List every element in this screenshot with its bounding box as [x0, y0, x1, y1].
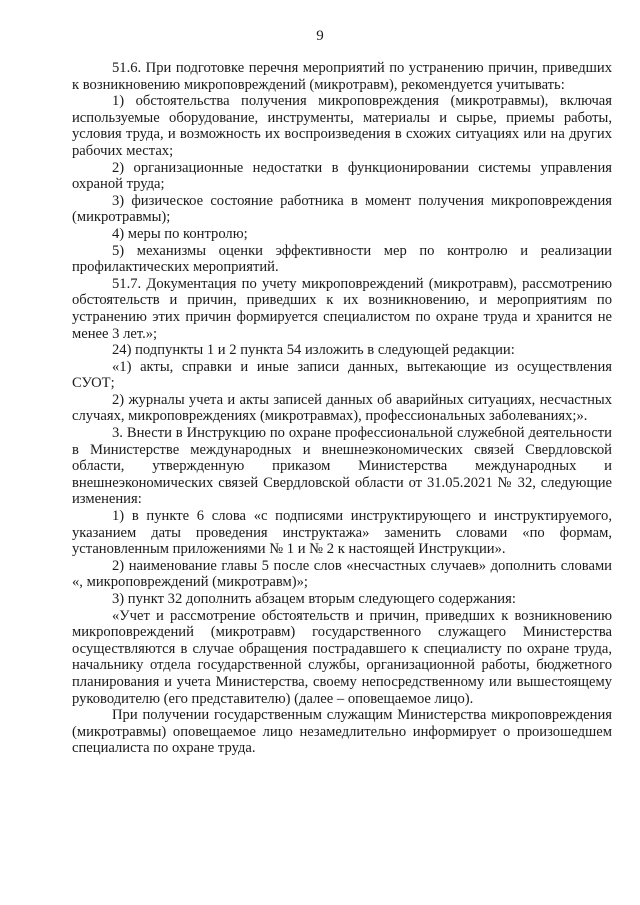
paragraph-3: 3. Внести в Инструкцию по охране профессиональной служебной деятельности в Министерстве международных и внешнеэкономических связей Свердловской области, утвержденную приказом Министерства международных и внешнеэкономических связей Свердловской области от 31.05.2021 № 32, следующие изменения: — [72, 425, 612, 508]
quoted-paragraph-1: «Учет и рассмотрение обстоятельств и причин, приведших к возникновению микроповреждений (микротравм) государственного служащего Министерства осуществляются в случае обращения пострадавшего к специалисту по охране труда, начальнику отдела государственной службы, организационной работы, бюджетного планирования и учета Министерства, своему непосредственному или вышестоящему руководителю (его представителю) (далее – оповещаемое лицо). — [72, 607, 612, 707]
change-item-3: 3) пункт 32 дополнить абзацем вторым следующего содержания: — [112, 591, 516, 607]
document-body — [72, 60, 612, 757]
list-item-3: 3) физическое состояние работника в момент получения микроповреждения (микротравмы); — [72, 192, 612, 226]
page-number: 9 — [316, 28, 324, 44]
quoted-paragraph-2: При получении государственным служащим Министерства микроповреждения (микротравмы) оповещаемое лицо незамедлительно информирует о произошедшем специалиста по охране труда. — [72, 707, 612, 757]
change-item-2: 2) наименование главы 5 после слов «несчастных случаев» дополнить словами «, микроповреждений (микротравм)»; — [72, 557, 612, 591]
list-item-2: 2) организационные недостатки в функционировании системы управления охраной труда; — [72, 159, 612, 193]
subitem-2: 2) журналы учета и акты записей данных об аварийных ситуациях, несчастных случаях, микроповреждениях (микротравмах), профессиональных заболеваниях;». — [72, 391, 612, 425]
change-item-1: 1) в пункте 6 слова «с подписями инструктирующего и инструктируемого, указанием даты проведения инструктажа» заменить словами «по формам, установленным приложениями № 1 и № 2 к настоящей Инструкции». — [72, 508, 612, 558]
subitem-1: «1) акты, справки и иные записи данных, вытекающие из осуществления СУОТ; — [72, 358, 612, 392]
paragraph-51-7: 51.7. Документация по учету микроповреждений (микротравм), рассмотрению обстоятельств и причин, приведших к их возникновению, и мероприятиям по устранению этих причин формируется специалистом по охране труда и хранится не менее 3 лет.»; — [72, 275, 612, 342]
paragraph-51-6: 51.6. При подготовке перечня мероприятий по устранению причин, приведших к возникновению микроповреждений (микротравм), рекомендуется учитывать: — [72, 60, 612, 93]
list-item-5: 5) механизмы оценки эффективности мер по контролю и реализации профилактических мероприятий. — [72, 242, 612, 276]
paragraph-24: 24) подпункты 1 и 2 пункта 54 изложить в следующей редакции: — [112, 342, 515, 359]
list-item-1: 1) обстоятельства получения микроповреждения (микротравмы), включая используемые оборудование, инструменты, материалы и сырье, приемы работы, условия труда, и возможность их воспроизведения в схожих ситуациях или на других рабочих местах; — [72, 93, 612, 159]
list-item-4: 4) меры по контролю; — [112, 225, 248, 242]
